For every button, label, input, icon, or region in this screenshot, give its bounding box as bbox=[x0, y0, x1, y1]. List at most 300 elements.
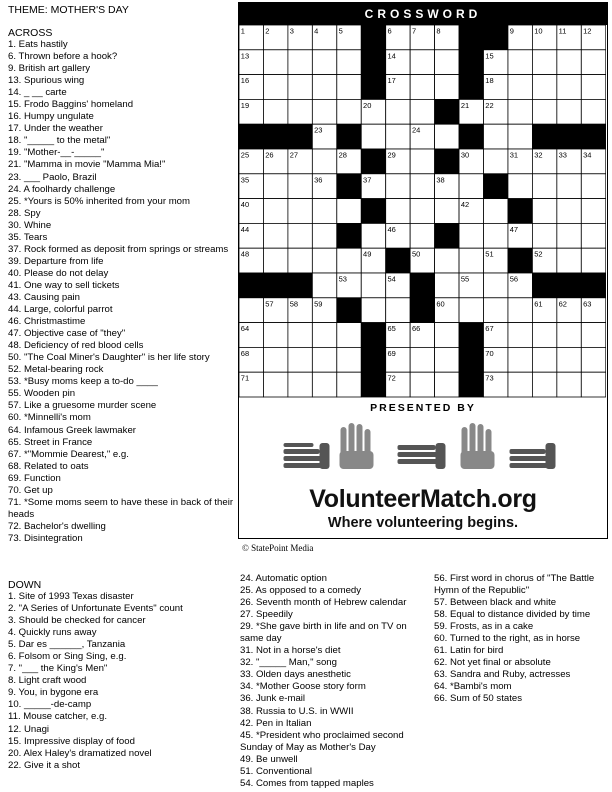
grid-cell[interactable] bbox=[410, 347, 434, 372]
grid-cell[interactable] bbox=[435, 124, 459, 149]
grid-cell[interactable] bbox=[484, 298, 508, 323]
grid-block bbox=[263, 124, 287, 149]
cell-number: 32 bbox=[534, 150, 543, 160]
clue-item: 25. As opposed to a comedy bbox=[240, 585, 362, 597]
grid-block bbox=[459, 50, 483, 75]
grid-block bbox=[239, 124, 263, 149]
grid-cell[interactable] bbox=[288, 50, 312, 75]
cell-number: 66 bbox=[411, 324, 421, 334]
clue-item: 38. Russia to U.S. in WWII bbox=[240, 705, 354, 717]
down-clue-list-1 bbox=[8, 591, 236, 772]
grid-block bbox=[435, 149, 459, 174]
clue-item: 55. Wooden pin bbox=[8, 388, 76, 400]
grid-cell[interactable] bbox=[581, 248, 605, 273]
grid-cell[interactable] bbox=[532, 323, 556, 348]
clue-item: 58. Equal to distance divided by time bbox=[434, 609, 591, 621]
cell-number: 64 bbox=[240, 324, 250, 334]
grid-cell[interactable] bbox=[484, 273, 508, 298]
cell-number: 11 bbox=[558, 26, 567, 36]
clue-item: 39. Departure from life bbox=[8, 255, 104, 267]
grid-cell[interactable] bbox=[337, 248, 361, 273]
grid-cell[interactable] bbox=[435, 50, 459, 75]
cell-number: 39 bbox=[485, 175, 494, 185]
clue-item: 15. Frodo Baggins' homeland bbox=[8, 99, 134, 111]
grid-block bbox=[263, 273, 287, 298]
clue-item: 31. Not in a horse's diet bbox=[240, 645, 341, 657]
grid-block bbox=[288, 124, 312, 149]
grid-cell[interactable] bbox=[435, 199, 459, 224]
grid-block bbox=[410, 298, 434, 323]
cell-number: 44 bbox=[240, 224, 250, 234]
grid-block bbox=[361, 347, 385, 372]
cell-number: 73 bbox=[485, 373, 494, 383]
cell-number: 45 bbox=[338, 224, 347, 234]
grid-cell[interactable] bbox=[508, 372, 532, 397]
grid-cell[interactable] bbox=[312, 99, 336, 124]
cell-number: 3 bbox=[289, 26, 294, 36]
grid-cell[interactable] bbox=[459, 248, 483, 273]
clue-item: 29. *She gave birth in life and on TV on same day bbox=[240, 621, 410, 645]
grid-cell[interactable] bbox=[532, 75, 556, 100]
grid-block bbox=[337, 174, 361, 199]
cell-number: 14 bbox=[387, 51, 396, 61]
cell-number: 46 bbox=[387, 224, 396, 234]
clue-item: 28. Spy bbox=[8, 207, 41, 219]
sponsor-tagline: Where volunteering begins. bbox=[327, 515, 519, 531]
grid-cell[interactable] bbox=[263, 199, 287, 224]
grid-block bbox=[484, 25, 508, 50]
grid-cell[interactable] bbox=[410, 99, 434, 124]
clue-item: 62. Not yet final or absolute bbox=[434, 657, 551, 669]
clue-item: 40. Please do not delay bbox=[8, 267, 109, 279]
grid-block bbox=[459, 372, 483, 397]
media-credit: © StatePoint Media bbox=[242, 543, 314, 553]
clue-item: 64. Infamous Greek lawmaker bbox=[8, 424, 136, 436]
clue-item: 24. Automatic option bbox=[240, 573, 327, 584]
grid-cell[interactable] bbox=[532, 50, 556, 75]
clue-item: 25. *Yours is 50% inherited from your mom bbox=[8, 195, 191, 207]
grid-cell[interactable] bbox=[337, 347, 361, 372]
clue-item: 17. Under the weather bbox=[8, 123, 103, 135]
grid-block bbox=[337, 124, 361, 149]
cell-number: 40 bbox=[240, 200, 250, 210]
theme-title: THEME: MOTHER'S DAY bbox=[8, 4, 129, 16]
cell-number: 37 bbox=[363, 175, 372, 185]
cell-number: 47 bbox=[509, 224, 519, 234]
clue-item: 27. Speedily bbox=[240, 609, 293, 621]
clue-item: 53. *Busy moms keep a to-do ____ bbox=[8, 376, 158, 388]
clue-item: 8. Light craft wood bbox=[8, 675, 87, 687]
cell-number: 23 bbox=[314, 125, 323, 135]
grid-cell[interactable] bbox=[288, 323, 312, 348]
grid-cell[interactable] bbox=[312, 50, 336, 75]
grid-cell[interactable] bbox=[581, 75, 605, 100]
grid-cell[interactable] bbox=[508, 50, 532, 75]
grid-cell[interactable] bbox=[312, 273, 336, 298]
clue-item: 9. British art gallery bbox=[8, 63, 91, 75]
clue-item: 22. Give it a shot bbox=[8, 759, 80, 771]
clue-item: 54. Comes from tapped maples bbox=[240, 777, 374, 789]
grid-cell[interactable] bbox=[484, 223, 508, 248]
grid-cell[interactable] bbox=[337, 372, 361, 397]
grid-cell[interactable] bbox=[508, 298, 532, 323]
clue-item: 30. Whine bbox=[8, 219, 52, 231]
cell-number: 53 bbox=[338, 274, 347, 284]
cell-number: 9 bbox=[509, 26, 514, 36]
grid-cell[interactable] bbox=[361, 273, 385, 298]
cell-number: 26 bbox=[265, 150, 274, 160]
clue-item: 64. *Bambi's mom bbox=[434, 681, 512, 693]
grid-cell[interactable] bbox=[484, 124, 508, 149]
clue-item: 7. "___ the King's Men" bbox=[8, 663, 108, 675]
grid-cell[interactable] bbox=[532, 99, 556, 124]
grid-cell[interactable] bbox=[459, 223, 483, 248]
clue-item: 56. First word in chorus of "The Battle Hymn of the Republic" bbox=[434, 573, 597, 597]
clue-item: 43. Causing pain bbox=[8, 291, 81, 303]
grid-block bbox=[386, 248, 410, 273]
grid-cell[interactable] bbox=[532, 223, 556, 248]
grid-cell[interactable] bbox=[581, 347, 605, 372]
grid-cell[interactable] bbox=[312, 372, 336, 397]
down-clue-list-3 bbox=[434, 573, 610, 706]
clue-item: 21. "Mamma in movie "Mamma Mia!" bbox=[8, 159, 166, 171]
grid-cell[interactable] bbox=[581, 372, 605, 397]
grid-cell[interactable] bbox=[410, 149, 434, 174]
grid-cell[interactable] bbox=[557, 199, 581, 224]
grid-cell[interactable] bbox=[581, 323, 605, 348]
grid-block bbox=[459, 75, 483, 100]
grid-cell[interactable] bbox=[239, 298, 263, 323]
grid-cell[interactable] bbox=[386, 298, 410, 323]
cell-number: 56 bbox=[509, 274, 519, 284]
grid-block bbox=[459, 323, 483, 348]
clue-item: 34. *Mother Goose story form bbox=[240, 681, 366, 693]
grid-cell[interactable] bbox=[557, 248, 581, 273]
grid-cell[interactable] bbox=[435, 372, 459, 397]
clue-item: 71. *Some moms seem to have these in back of their heads bbox=[8, 496, 236, 520]
clue-item: 52. Metal-bearing rock bbox=[8, 364, 104, 376]
clue-item: 2. "A Series of Unfortunate Events" count bbox=[8, 603, 183, 615]
across-header: ACROSS bbox=[8, 27, 53, 39]
grid-cell[interactable] bbox=[410, 223, 434, 248]
grid-cell[interactable] bbox=[581, 99, 605, 124]
grid-cell[interactable] bbox=[581, 223, 605, 248]
grid-cell[interactable] bbox=[263, 323, 287, 348]
grid-cell[interactable] bbox=[288, 75, 312, 100]
grid-cell[interactable] bbox=[361, 124, 385, 149]
cell-number: 12 bbox=[583, 26, 592, 36]
cell-number: 67 bbox=[485, 324, 494, 334]
clue-item: 49. Be unwell bbox=[240, 753, 298, 765]
cell-number: 43 bbox=[509, 200, 519, 210]
clue-item: 37. Rock formed as deposit from springs or streams bbox=[8, 243, 229, 255]
cell-number: 5 bbox=[338, 26, 343, 36]
cell-number: 15 bbox=[485, 51, 494, 61]
grid-cell[interactable] bbox=[557, 323, 581, 348]
down-clue-list-2 bbox=[240, 573, 430, 790]
clue-item: 67. *"Mommie Dearest," e.g. bbox=[8, 448, 129, 460]
grid-block bbox=[557, 124, 581, 149]
grid-cell[interactable] bbox=[508, 174, 532, 199]
grid-cell[interactable] bbox=[557, 372, 581, 397]
clue-item: 57. Between black and white bbox=[434, 597, 557, 609]
grid-cell[interactable] bbox=[312, 248, 336, 273]
grid-cell[interactable] bbox=[288, 347, 312, 372]
grid-cell[interactable] bbox=[557, 50, 581, 75]
grid-cell[interactable] bbox=[288, 223, 312, 248]
grid-block bbox=[288, 273, 312, 298]
grid-cell[interactable] bbox=[288, 248, 312, 273]
clue-item: 61. Latin for bird bbox=[434, 645, 504, 657]
clue-item: 72. Bachelor's dwelling bbox=[8, 520, 106, 532]
cell-number: 24 bbox=[411, 125, 421, 135]
grid-cell[interactable] bbox=[386, 199, 410, 224]
clue-item: 66. Sum of 50 states bbox=[434, 693, 522, 705]
grid-cell[interactable] bbox=[557, 174, 581, 199]
cell-number: 71 bbox=[240, 373, 250, 383]
clue-item: 23. ___ Paolo, Brazil bbox=[8, 171, 97, 183]
grid-cell[interactable] bbox=[532, 174, 556, 199]
cell-number: 35 bbox=[240, 175, 250, 185]
cell-number: 60 bbox=[436, 299, 445, 309]
grid-cell[interactable] bbox=[312, 347, 336, 372]
grid-cell[interactable] bbox=[263, 347, 287, 372]
cell-number: 1 bbox=[240, 26, 245, 36]
clue-item: 3. Should be checked for cancer bbox=[8, 615, 146, 627]
grid-cell[interactable] bbox=[263, 174, 287, 199]
grid-cell[interactable] bbox=[435, 273, 459, 298]
clue-item: 47. Objective case of "they" bbox=[8, 328, 126, 340]
clue-item: 19. "Mother-__-_____" bbox=[8, 147, 105, 159]
grid-block bbox=[361, 50, 385, 75]
grid-block bbox=[361, 25, 385, 50]
grid-block bbox=[361, 149, 385, 174]
cell-number: 52 bbox=[534, 249, 543, 259]
grid-cell[interactable] bbox=[508, 323, 532, 348]
cell-number: 63 bbox=[583, 299, 592, 309]
down-header: DOWN bbox=[8, 579, 42, 591]
grid-block bbox=[508, 248, 532, 273]
grid-cell[interactable] bbox=[288, 174, 312, 199]
grid-block bbox=[337, 298, 361, 323]
clue-item: 5. Dar es ______, Tanzania bbox=[8, 639, 126, 651]
cell-number: 50 bbox=[411, 249, 421, 259]
clue-item: 69. Function bbox=[8, 472, 61, 484]
cell-number: 51 bbox=[485, 249, 494, 259]
cell-number: 62 bbox=[558, 299, 567, 309]
cell-number: 30 bbox=[460, 150, 470, 160]
cell-number: 41 bbox=[363, 200, 372, 210]
grid-cell[interactable] bbox=[484, 149, 508, 174]
grid-cell[interactable] bbox=[508, 124, 532, 149]
cell-number: 6 bbox=[387, 26, 392, 36]
clue-item: 63. Sandra and Ruby, actresses bbox=[434, 669, 571, 681]
clue-item: 70. Get up bbox=[8, 484, 53, 496]
grid-cell[interactable] bbox=[508, 75, 532, 100]
across-clue-list bbox=[8, 39, 234, 545]
cell-number: 36 bbox=[314, 175, 323, 185]
cell-number: 10 bbox=[534, 26, 543, 36]
grid-block bbox=[361, 372, 385, 397]
grid-cell[interactable] bbox=[435, 75, 459, 100]
grid-cell[interactable] bbox=[581, 50, 605, 75]
cell-number: 29 bbox=[387, 150, 396, 160]
across-clues bbox=[8, 27, 234, 545]
cell-number: 42 bbox=[460, 200, 470, 210]
cell-number: 38 bbox=[436, 175, 445, 185]
cell-number: 25 bbox=[240, 150, 250, 160]
crossword-panel bbox=[238, 2, 608, 539]
clue-item: 46. Christmastime bbox=[8, 316, 86, 328]
grid-cell[interactable] bbox=[410, 199, 434, 224]
grid-cell[interactable] bbox=[532, 199, 556, 224]
grid-cell[interactable] bbox=[361, 223, 385, 248]
clue-item: 4. Quickly runs away bbox=[8, 627, 97, 639]
hands-logo-icon bbox=[239, 421, 607, 471]
clue-item: 32. "_____ Man," song bbox=[240, 657, 337, 669]
clue-item: 16. Humpy ungulate bbox=[8, 111, 94, 123]
clue-item: 42. Pen in Italian bbox=[240, 717, 312, 729]
clue-item: 73. Disintegration bbox=[8, 532, 83, 544]
clue-item: 12. Unagi bbox=[8, 723, 50, 735]
grid-block bbox=[459, 347, 483, 372]
clue-item: 6. Thrown before a hook? bbox=[8, 51, 118, 63]
grid-cell[interactable] bbox=[435, 347, 459, 372]
grid-cell[interactable] bbox=[263, 50, 287, 75]
grid-cell[interactable] bbox=[484, 199, 508, 224]
grid-block bbox=[435, 223, 459, 248]
grid-block bbox=[532, 124, 556, 149]
clue-item: 44. Large, colorful parrot bbox=[8, 304, 113, 316]
clue-item: 15. Impressive display of food bbox=[8, 735, 135, 747]
cell-number: 17 bbox=[387, 76, 396, 86]
grid-cell[interactable] bbox=[337, 75, 361, 100]
clue-item: 13. Spurious wing bbox=[8, 75, 85, 87]
clue-item: 51. Conventional bbox=[240, 765, 313, 777]
clue-item: 35. Tears bbox=[8, 231, 48, 243]
grid-cell[interactable] bbox=[312, 223, 336, 248]
clue-item: 18. "_____ to the metal" bbox=[8, 135, 111, 147]
grid-cell[interactable] bbox=[532, 372, 556, 397]
grid-cell[interactable] bbox=[410, 372, 434, 397]
grid-cell[interactable] bbox=[263, 223, 287, 248]
clue-item: 50. "The Coal Miner's Daughter" is her life story bbox=[8, 352, 210, 364]
grid-cell[interactable] bbox=[410, 174, 434, 199]
cell-number: 33 bbox=[558, 150, 567, 160]
grid-cell[interactable] bbox=[288, 99, 312, 124]
clue-item: 10. _____-de-camp bbox=[8, 699, 92, 711]
grid-cell[interactable] bbox=[337, 323, 361, 348]
sponsor-name: VolunteerMatch.org bbox=[309, 485, 537, 513]
grid-block bbox=[581, 124, 605, 149]
grid-cell[interactable] bbox=[557, 223, 581, 248]
grid-block bbox=[435, 99, 459, 124]
clue-item: 65. Street in France bbox=[8, 436, 93, 448]
cell-number: 69 bbox=[387, 348, 396, 358]
cell-number: 19 bbox=[240, 100, 250, 110]
grid-cell[interactable] bbox=[459, 298, 483, 323]
cell-number: 8 bbox=[436, 26, 441, 36]
grid-block bbox=[361, 323, 385, 348]
clue-item: 60. Turned to the right, as in horse bbox=[434, 633, 581, 645]
clue-item: 41. One way to sell tickets bbox=[8, 279, 120, 291]
grid-block bbox=[557, 273, 581, 298]
cell-number: 49 bbox=[363, 249, 372, 259]
crossword-title: CROSSWORD bbox=[239, 3, 607, 25]
cell-number: 57 bbox=[265, 299, 274, 309]
grid-cell[interactable] bbox=[288, 199, 312, 224]
grid-cell[interactable] bbox=[312, 149, 336, 174]
grid-cell[interactable] bbox=[386, 99, 410, 124]
grid-cell[interactable] bbox=[435, 248, 459, 273]
clue-item: 68. Related to oats bbox=[8, 460, 89, 472]
cell-number: 16 bbox=[240, 76, 250, 86]
clue-item: 59. Frosts, as in a cake bbox=[434, 621, 534, 633]
grid-cell[interactable] bbox=[386, 174, 410, 199]
cell-number: 13 bbox=[240, 51, 250, 61]
cell-number: 2 bbox=[265, 26, 270, 36]
grid-cell[interactable] bbox=[337, 99, 361, 124]
clue-item: 57. Like a gruesome murder scene bbox=[8, 400, 157, 412]
grid-cell[interactable] bbox=[386, 124, 410, 149]
grid-block bbox=[459, 25, 483, 50]
grid-cell[interactable] bbox=[557, 99, 581, 124]
grid-cell[interactable] bbox=[508, 347, 532, 372]
grid-block bbox=[581, 273, 605, 298]
grid-cell[interactable] bbox=[263, 372, 287, 397]
clue-item: 1. Site of 1993 Texas disaster bbox=[8, 591, 134, 602]
grid-block bbox=[239, 273, 263, 298]
clue-item: 60. *Minnelli's mom bbox=[8, 412, 91, 424]
grid-cell[interactable] bbox=[312, 323, 336, 348]
cell-number: 59 bbox=[314, 299, 323, 309]
grid-cell[interactable] bbox=[263, 248, 287, 273]
grid-cell[interactable] bbox=[263, 99, 287, 124]
grid-cell[interactable] bbox=[557, 347, 581, 372]
grid-cell[interactable] bbox=[312, 75, 336, 100]
grid-block bbox=[532, 273, 556, 298]
clue-item: 36. Junk e-mail bbox=[240, 693, 306, 705]
grid-cell[interactable] bbox=[361, 298, 385, 323]
grid-cell[interactable] bbox=[435, 323, 459, 348]
grid-cell[interactable] bbox=[410, 50, 434, 75]
grid-cell[interactable] bbox=[532, 347, 556, 372]
clue-item: 6. Folsom or Sing Sing, e.g. bbox=[8, 651, 127, 663]
grid-cell[interactable] bbox=[581, 174, 605, 199]
grid-cell[interactable] bbox=[288, 372, 312, 397]
clue-item: 14. _ __ carte bbox=[8, 87, 67, 99]
presented-by-label: PRESENTED BY bbox=[370, 402, 476, 414]
clue-item: 48. Deficiency of red blood cells bbox=[8, 340, 144, 352]
grid-cell[interactable] bbox=[410, 75, 434, 100]
grid-cell[interactable] bbox=[557, 75, 581, 100]
grid-cell[interactable] bbox=[459, 174, 483, 199]
clue-item: 11. Mouse catcher, e.g. bbox=[8, 711, 108, 723]
cell-number: 65 bbox=[387, 324, 396, 334]
grid-cell[interactable] bbox=[263, 75, 287, 100]
grid-cell[interactable] bbox=[337, 199, 361, 224]
cell-number: 18 bbox=[485, 76, 494, 86]
cell-number: 48 bbox=[240, 249, 250, 259]
clue-item: 9. You, in bygone era bbox=[8, 687, 99, 699]
grid-cell[interactable] bbox=[508, 99, 532, 124]
grid-cell[interactable] bbox=[337, 50, 361, 75]
grid-cell[interactable] bbox=[581, 199, 605, 224]
cell-number: 34 bbox=[583, 150, 592, 160]
grid-cell[interactable] bbox=[312, 199, 336, 224]
clue-item: 26. Seventh month of Hebrew calendar bbox=[240, 597, 407, 609]
cell-number: 4 bbox=[314, 26, 319, 36]
